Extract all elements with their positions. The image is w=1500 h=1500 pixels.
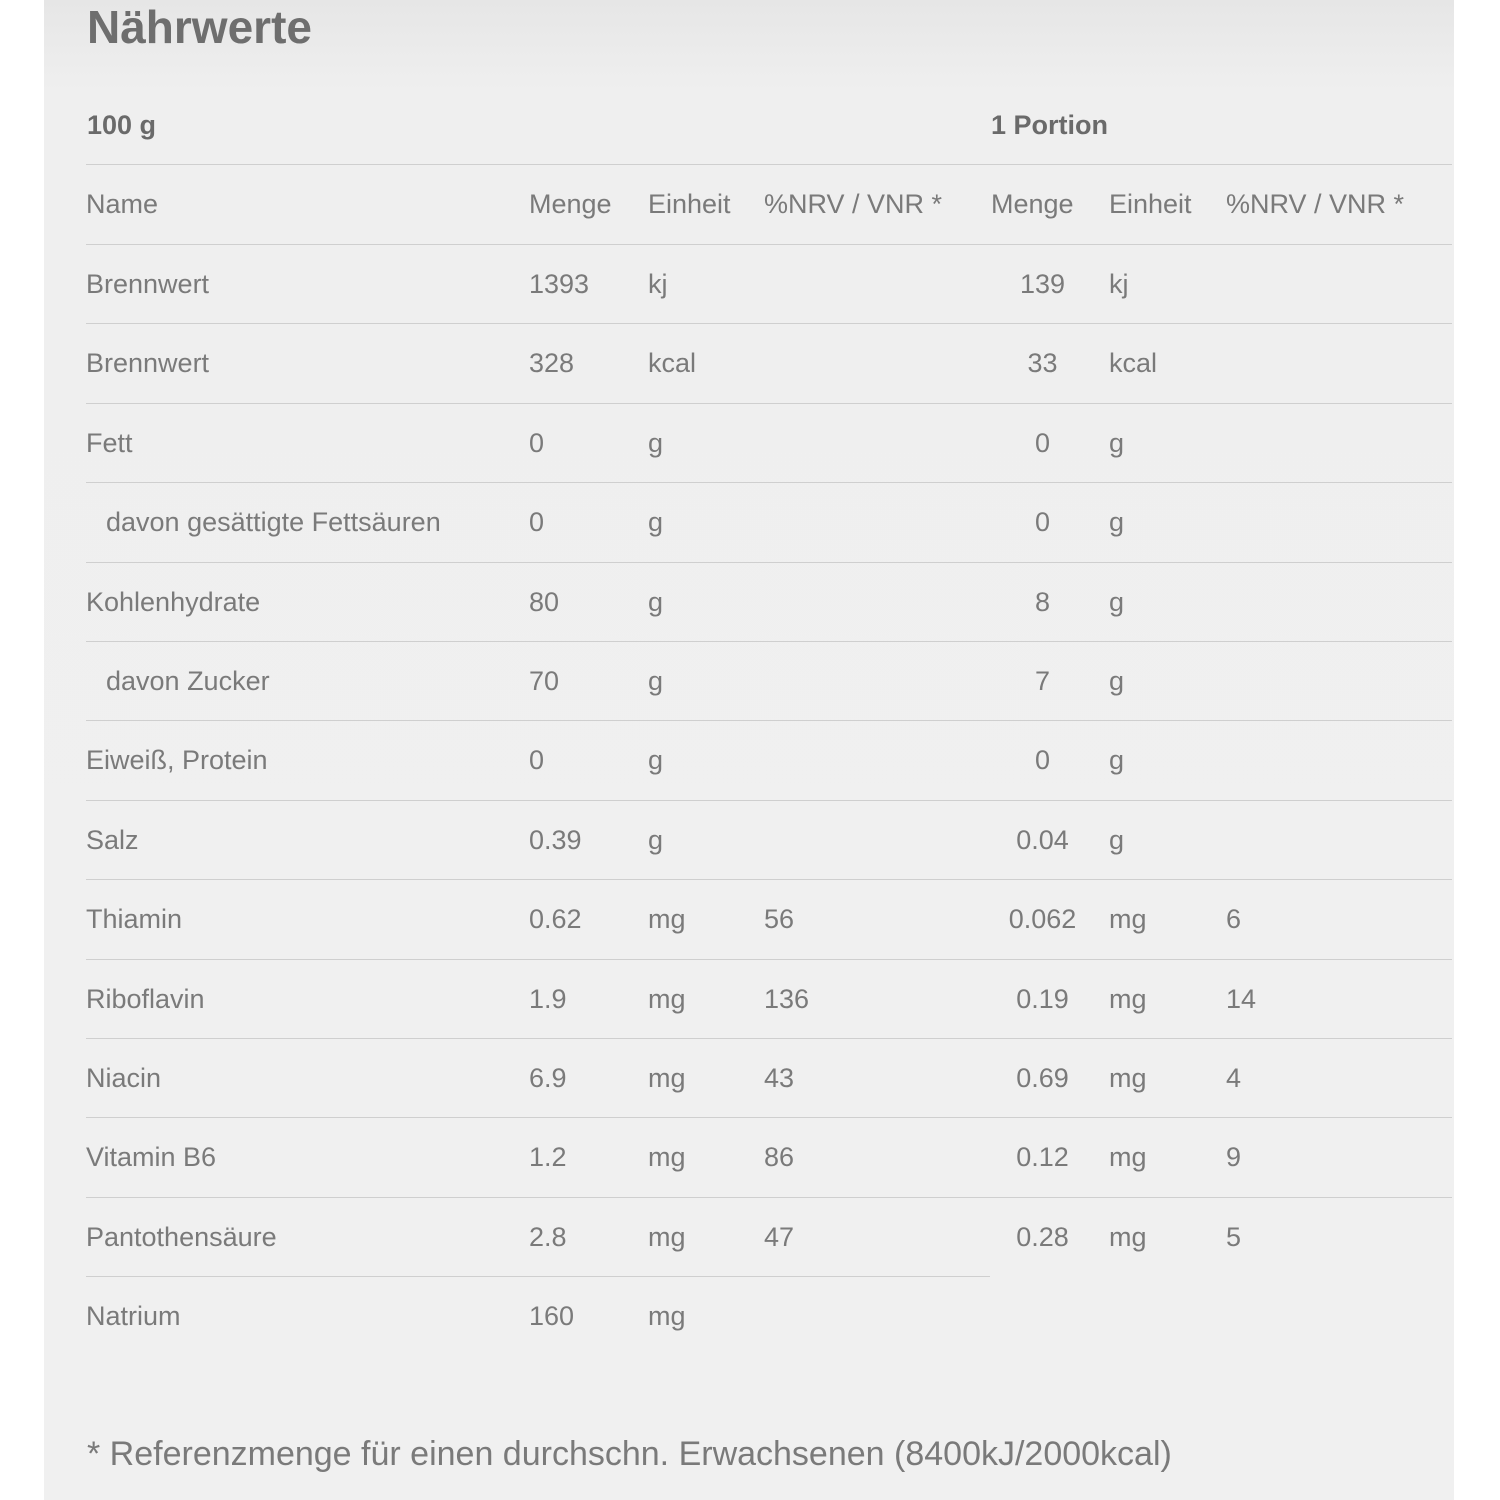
table-row	[86, 642, 1452, 721]
column-header-name: Name	[86, 189, 159, 219]
column-header-nrv-100g: %NRV / VNR *	[764, 189, 943, 219]
row-amount-100g: 1.2	[529, 1142, 567, 1172]
column-header-einheit-portion: Einheit	[1109, 189, 1192, 219]
table-row	[86, 960, 1452, 1039]
row-amount-portion: 0.062	[1008, 904, 1077, 934]
row-name: Vitamin B6	[86, 1142, 217, 1172]
row-amount-100g: 0	[529, 507, 545, 537]
row-amount-100g: 328	[529, 348, 575, 378]
row-unit-portion: mg	[1109, 904, 1147, 934]
row-unit-100g: g	[648, 825, 664, 855]
row-amount-100g: 6.9	[529, 1063, 567, 1093]
row-unit-100g: g	[648, 587, 664, 617]
row-name: Pantothensäure	[86, 1222, 277, 1252]
row-amount-portion: 8	[1034, 587, 1051, 617]
page-title: Nährwerte	[87, 1, 312, 53]
table-row	[86, 801, 1452, 880]
row-unit-portion: mg	[1109, 1063, 1147, 1093]
row-amount-portion: 0.12	[1016, 1142, 1069, 1172]
row-nrv-portion: 4	[1226, 1063, 1242, 1093]
row-nrv-100g: 47	[764, 1222, 795, 1252]
row-amount-100g: 2.8	[529, 1222, 567, 1252]
row-nrv-portion: 14	[1226, 984, 1257, 1014]
group-header-per-100g: 100 g	[87, 110, 157, 140]
row-unit-portion: kcal	[1109, 348, 1158, 378]
table-row	[86, 880, 1452, 959]
row-amount-portion: 0.28	[1016, 1222, 1069, 1252]
row-name: Riboflavin	[86, 984, 205, 1014]
row-nrv-portion: 6	[1226, 904, 1242, 934]
row-unit-portion: g	[1109, 825, 1125, 855]
row-amount-100g: 80	[529, 587, 560, 617]
row-amount-portion: 33	[1027, 348, 1058, 378]
row-amount-portion: 0	[1034, 745, 1051, 775]
row-amount-100g: 160	[529, 1301, 575, 1331]
row-unit-portion: mg	[1109, 1142, 1147, 1172]
table-row	[86, 1277, 1452, 1356]
table-header-row	[86, 165, 1452, 244]
row-unit-100g: mg	[648, 1301, 686, 1331]
row-unit-portion: kj	[1109, 269, 1129, 299]
column-header-menge-portion: Menge	[991, 189, 1074, 219]
row-amount-portion: 139	[1019, 269, 1066, 299]
row-name: Brennwert	[86, 269, 210, 299]
row-unit-portion: g	[1109, 428, 1125, 458]
table-row	[86, 563, 1452, 642]
row-unit-100g: g	[648, 507, 664, 537]
row-name: Fett	[86, 428, 133, 458]
row-name: Niacin	[86, 1063, 162, 1093]
table-row	[86, 404, 1452, 483]
row-nrv-100g: 56	[764, 904, 795, 934]
column-header-nrv-portion: %NRV / VNR *	[1226, 189, 1405, 219]
row-unit-100g: kcal	[648, 348, 697, 378]
row-unit-portion: g	[1109, 745, 1125, 775]
table-row	[86, 721, 1452, 800]
table-row	[86, 1198, 1452, 1277]
row-amount-100g: 70	[529, 666, 560, 696]
row-unit-100g: mg	[648, 1063, 686, 1093]
row-unit-100g: g	[648, 428, 664, 458]
table-row	[86, 245, 1452, 324]
row-unit-portion: mg	[1109, 1222, 1147, 1252]
column-header-einheit-100g: Einheit	[648, 189, 731, 219]
row-name: Natrium	[86, 1301, 181, 1331]
nutrition-panel	[44, 0, 1454, 1500]
row-nrv-100g: 86	[764, 1142, 795, 1172]
row-name: Eiweiß, Protein	[86, 745, 268, 775]
table-row	[86, 483, 1452, 562]
row-amount-portion: 7	[1034, 666, 1051, 696]
row-unit-100g: g	[648, 745, 664, 775]
table-row	[86, 1118, 1452, 1197]
row-nrv-100g: 43	[764, 1063, 795, 1093]
table-row	[86, 324, 1452, 403]
row-amount-100g: 1.9	[529, 984, 567, 1014]
row-unit-portion: g	[1109, 666, 1125, 696]
column-header-menge-100g: Menge	[529, 189, 612, 219]
row-name: davon gesättigte Fettsäuren	[106, 507, 441, 537]
row-unit-100g: g	[648, 666, 664, 696]
row-amount-portion: 0.04	[1016, 825, 1069, 855]
row-amount-100g: 1393	[529, 269, 590, 299]
row-amount-100g: 0.62	[529, 904, 582, 934]
row-unit-portion: mg	[1109, 984, 1147, 1014]
row-unit-100g: mg	[648, 904, 686, 934]
row-unit-100g: mg	[648, 984, 686, 1014]
row-amount-100g: 0	[529, 745, 545, 775]
row-amount-portion: 0.69	[1016, 1063, 1069, 1093]
row-nrv-portion: 5	[1226, 1222, 1242, 1252]
row-amount-portion: 0.19	[1016, 984, 1069, 1014]
row-name: Salz	[86, 825, 139, 855]
row-unit-100g: kj	[648, 269, 668, 299]
row-name: Kohlenhydrate	[86, 587, 261, 617]
row-unit-portion: g	[1109, 587, 1125, 617]
group-header-portion: 1 Portion	[991, 110, 1109, 140]
footnote: * Referenzmenge für einen durchschn. Erwachsenen (8400kJ/2000kcal)	[87, 1435, 1172, 1473]
row-nrv-100g: 136	[764, 984, 810, 1014]
row-unit-portion: g	[1109, 507, 1125, 537]
row-unit-100g: mg	[648, 1222, 686, 1252]
row-amount-100g: 0.39	[529, 825, 582, 855]
row-name: Brennwert	[86, 348, 210, 378]
row-unit-100g: mg	[648, 1142, 686, 1172]
row-name: davon Zucker	[106, 666, 270, 696]
table-row	[86, 1039, 1452, 1118]
row-amount-portion	[991, 1277, 1094, 1356]
row-nrv-portion: 9	[1226, 1142, 1242, 1172]
row-name: Thiamin	[86, 904, 183, 934]
row-amount-portion: 0	[1034, 428, 1051, 458]
row-amount-portion: 0	[1034, 507, 1051, 537]
row-amount-100g: 0	[529, 428, 545, 458]
